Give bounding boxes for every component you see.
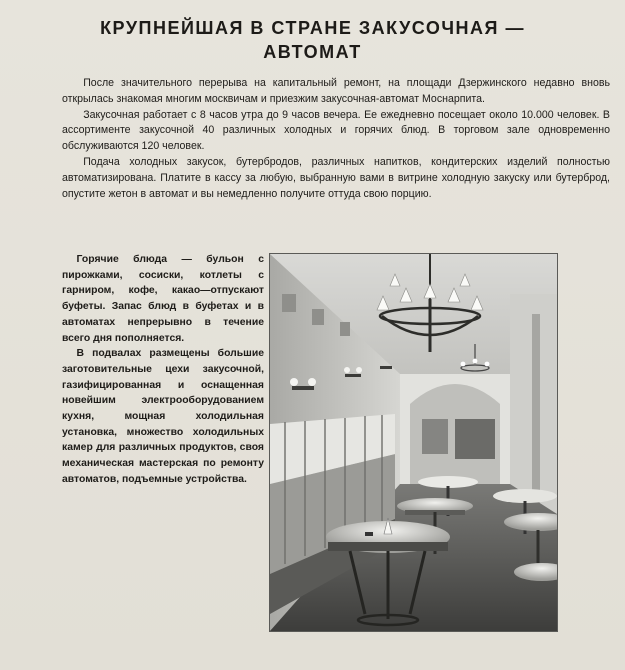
article-title-line-1: КРУПНЕЙШАЯ В СТРАНЕ ЗАКУСОЧНАЯ — [100, 18, 525, 38]
paragraph-hot-dishes: Горячие блюда — бульон с пирожками, сосиски, котлеты с гарниром, кофе, какао—отпускают буфеты. Запас блюд в буфетах и в автоматах непрерывно в течение всего дня пополняется. [62, 254, 264, 344]
paragraph-intro-2: Закусочная работает с 8 часов утра до 9 часов вечера. Ее ежедневно посещает около 10.000 человек. В ассортименте закусочной 40 различных холодных и горячих блюд. В торговом зале одновременно обслуживаются 120 человек. [62, 108, 610, 153]
paragraph-intro-3: Подача холодных закусок, бутербродов, различных напитков, кондитерских изделий полностью автоматизирована. Платите в кассу за любую, выбранную вами в витрине холодную закуску или бутерброд, опустите жетон в автомат и вы немедленно получите оттуда свою порцию. [62, 155, 610, 200]
interior-photo-drawing [270, 254, 557, 631]
article-title [0, 16, 625, 64]
article-title-line-2: АВТОМАТ [263, 42, 362, 62]
interior-photo [269, 253, 558, 632]
left-column-text [62, 252, 264, 488]
intro-text [62, 76, 610, 202]
paragraph-basement: В подвалах размещены большие заготовительные цехи закусочной, газифицированная и оснащенная новейшим электрооборудованием кухня, мощная холодильная установка, множество холодильных камер для различных продуктов, своя механическая мастерская по ремонту автоматов, подъемные устройства. [62, 348, 264, 485]
paragraph-intro-1: После значительного перерыва на капитальный ремонт, на площади Дзержинского недавно вновь открылась знакомая многим москвичам и приезжим закусочная-автомат Моснарпита. [62, 77, 610, 105]
back-window [455, 419, 495, 459]
